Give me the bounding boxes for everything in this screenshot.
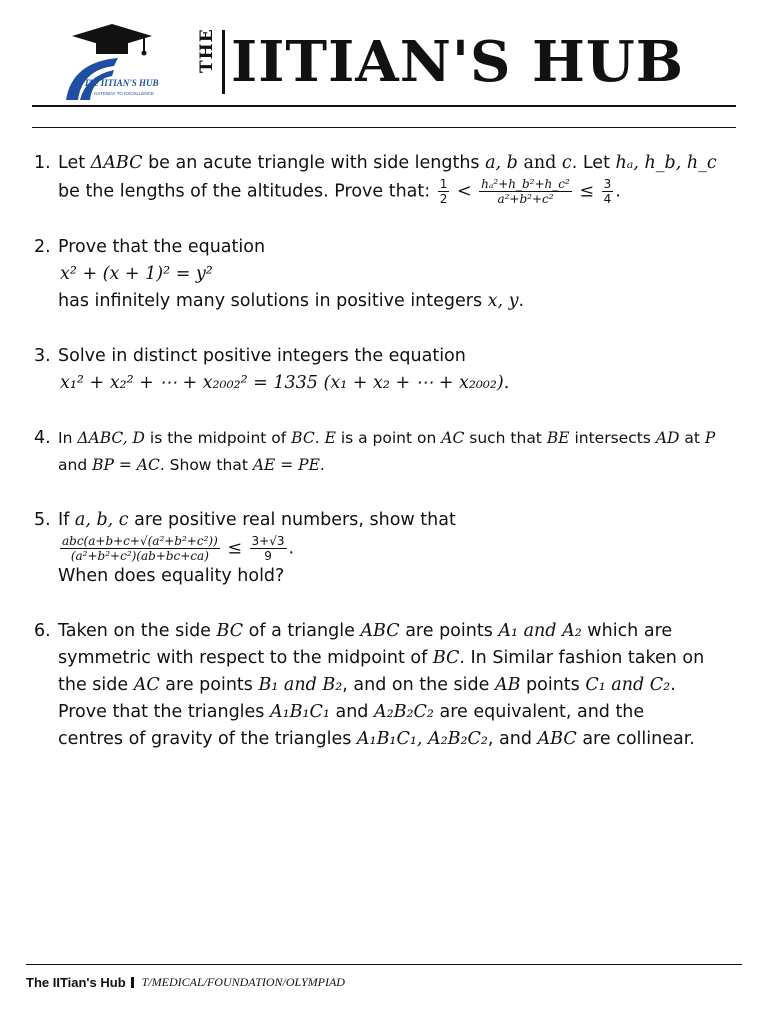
operator: ≤ [221,538,248,559]
text: are points [159,675,259,695]
text: . Let [571,153,616,173]
text: are points [399,621,499,641]
problem-number: 6. [34,621,51,641]
operator: ≤ [573,181,600,202]
problem-number: 5. [34,510,51,530]
denominator: 4 [603,192,612,206]
math: hₐ, h_b, h_c [615,153,717,173]
math: BC [291,429,315,447]
text: points [520,675,586,695]
footer-tagline: T/MEDICAL/FOUNDATION/OLYMPIAD [141,975,345,989]
fraction [250,534,287,563]
text: , and [487,729,538,749]
math: P [704,429,716,447]
logo [62,20,182,104]
text: In [58,429,78,447]
text: the side [58,675,134,695]
numerator: 3+√3 [251,534,285,548]
operator: < [451,181,478,202]
masthead-title: IITIAN'S HUB [231,29,685,95]
text: has infinitely many solutions in positive integers [58,291,488,311]
math: A₁B₁C₁, A₂B₂C₂ [356,729,488,749]
problem-number: 4. [34,428,51,448]
math: c [561,153,572,173]
problem-list [34,150,734,781]
masthead-bar [222,30,225,94]
text: Prove that the triangles [58,702,270,722]
math: a, b, c [74,510,129,530]
math: AC [441,429,465,447]
text: and [58,456,93,474]
math: ABC [360,621,400,641]
text: . [518,291,525,311]
math: A₁ and A₂ [498,621,582,641]
text: such that [464,429,547,447]
equation: x₁² + x₂² + ⋯ + x₂₀₀₂² = 1335 (x₁ + x₂ + ⋯ + x₂₀₀₂). [60,373,510,393]
text: . [615,181,621,202]
denominator: a²+b²+c² [497,192,554,206]
problem-6 [34,618,734,753]
text: . [314,429,325,447]
math: AC [133,675,160,695]
text: If [58,510,75,530]
footer-bar [131,977,134,988]
math: A₁B₁C₁ [269,702,330,722]
numerator: 1 [439,177,448,191]
text: Solve in distinct positive integers the equation [58,346,466,366]
text: and [329,702,374,722]
math: AD [655,429,680,447]
text: be an acute triangle with side lengths [142,153,486,173]
text: is a point on [335,429,442,447]
text: which are [581,621,673,641]
fraction [479,177,572,206]
text: Prove that the equation [58,237,266,257]
text: at [679,429,705,447]
math: A₂B₂C₂ [373,702,434,722]
text: be the lengths of the altitudes. Prove that: [58,181,436,202]
problem-4 [34,425,734,479]
numerator: abc(a+b+c+√(a²+b²+c²)) [62,534,218,548]
math: ABC [537,729,577,749]
math: ΔABC [90,153,143,173]
text: . [319,456,325,474]
text: intersects [569,429,656,447]
text: of a triangle [243,621,361,641]
text: . In Similar fashion taken on [459,648,705,668]
math: ΔABC, D [77,429,145,447]
footer [26,975,345,990]
denominator: (a²+b²+c²)(ab+bc+ca) [70,549,209,563]
math: AB [494,675,521,695]
problem-5 [34,507,734,590]
problem-3 [34,343,734,397]
math: C₁ and C₂ [585,675,671,695]
text: . Show that [159,456,253,474]
math: BC [432,648,460,668]
graduation-cap-logo-icon [62,20,182,104]
problem-1 [34,150,734,206]
text: are positive real numbers, show that [128,510,456,530]
problem-number: 2. [34,237,51,257]
numerator: 3 [603,177,612,191]
problem-number: 1. [34,153,51,173]
text: , and on the side [342,675,495,695]
header-rule-bottom [32,127,736,128]
logo-text: The IITIAN'S HUB [84,78,159,88]
problem-2 [34,234,734,315]
logo-tagline: GATEWAY TO EXCELLENCE [94,91,154,96]
footer-brand: The IITian's Hub [26,975,126,990]
problem-number: 3. [34,346,51,366]
math: E [324,429,336,447]
numerator: hₐ²+h_b²+h_c² [481,177,570,191]
math: BC [216,621,244,641]
text: centres of gravity of the triangles [58,729,357,749]
masthead [196,26,684,98]
text: symmetric with respect to the midpoint of [58,648,433,668]
text: are equivalent, and the [433,702,645,722]
text: . [670,675,676,695]
math: AE = PE [252,456,320,474]
fraction [60,534,220,563]
math: BE [546,429,570,447]
math: B₁ and B₂ [258,675,343,695]
math: a, b [485,153,518,173]
text: Taken on the side [58,621,217,641]
masthead-the: THE [197,28,217,73]
math: x, y [487,291,519,311]
text: Let [58,153,91,173]
header-rule-top [32,105,736,107]
equation: x² + (x + 1)² = y² [60,264,213,284]
text: . [288,538,295,559]
fraction [438,177,450,206]
denominator: 2 [439,192,448,206]
text: and [517,153,562,173]
denominator: 9 [264,549,272,563]
footer-rule [26,964,742,965]
text: are collinear. [576,729,695,749]
text: When does equality hold? [58,566,285,586]
math: BP = AC [92,456,160,474]
text: is the midpoint of [144,429,292,447]
fraction [602,177,614,206]
